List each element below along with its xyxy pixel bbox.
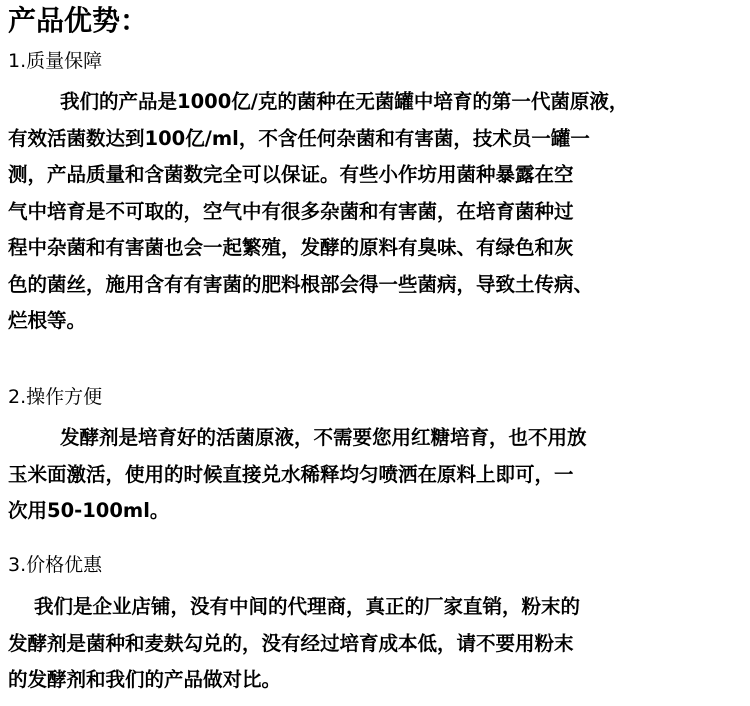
paragraph-line: 的发酵剂和我们的产品做对比。	[8, 668, 282, 691]
paragraph-line: 我们是企业店铺，没有中间的代理商，真正的厂家直销，粉末的	[34, 595, 581, 618]
paragraph-line: 测，产品质量和含菌数完全可以保证。有些小作坊用菌种暴露在空	[8, 163, 574, 186]
page-title: 产品优势：	[8, 4, 149, 37]
paragraph-line: 玉米面激活，使用的时候直接兑水稀释均匀喷洒在原料上即可，一	[8, 462, 574, 486]
paragraph-line: 发酵剂是菌种和麦麸勾兑的，没有经过培育成本低，请不要用粉末	[8, 631, 574, 655]
section-body-operation	[8, 420, 744, 530]
paragraph-line: 程中杂菌和有害菌也会一起繁殖，发酵的原料有臭味、有绿色和灰	[8, 236, 574, 259]
section-heading-quality: 1.质量保障	[8, 50, 103, 72]
paragraph-line: 有效活菌数达到100亿/ml，不含任何杂菌和有害菌，技术员一罐一	[8, 126, 590, 150]
paragraph-line: 烂根等。	[8, 309, 87, 332]
paragraph-line: 次用50-100ml。	[8, 499, 170, 522]
section-body-price	[8, 589, 744, 699]
paragraph-line: 气中培育是不可取的，空气中有很多杂菌和有害菌，在培育菌种过	[8, 199, 574, 223]
section-heading-operation: 2.操作方便	[8, 386, 103, 408]
section-body-quality	[8, 84, 744, 340]
paragraph-line: 色的菌丝，施用含有有害菌的肥料根部会得一些菌病，导致土传病、	[8, 272, 594, 296]
section-heading-price: 3.价格优惠	[8, 554, 103, 576]
paragraph-line: 我们的产品是1000亿/克的菌种在无菌罐中培育的第一代菌原液，	[60, 90, 629, 113]
paragraph-line: 发酵剂是培育好的活菌原液，不需要您用红糖培育，也不用放	[60, 426, 587, 449]
